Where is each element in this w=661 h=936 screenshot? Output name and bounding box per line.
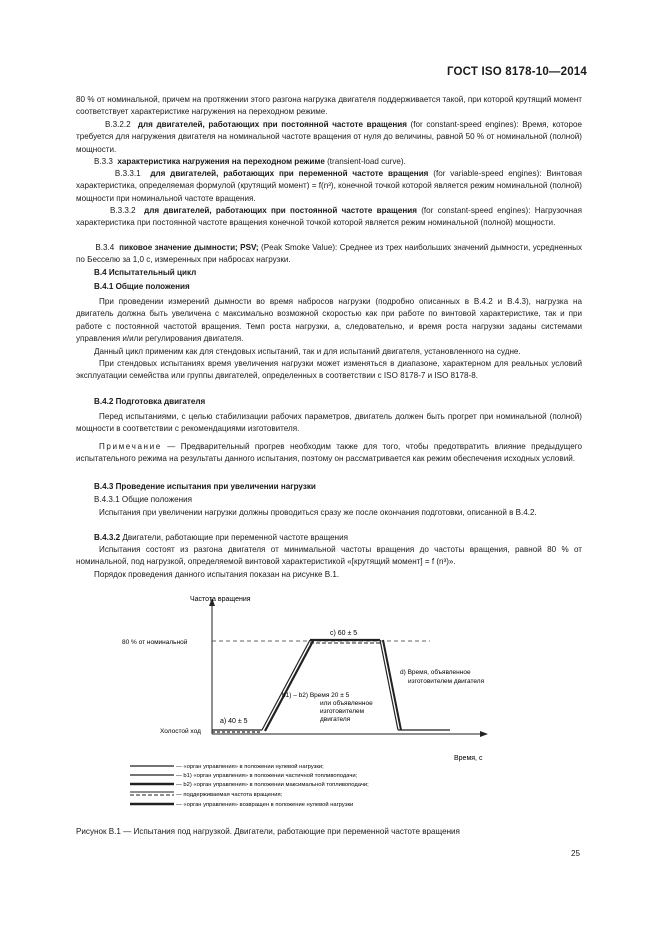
label-d2: изготовителем двигателя bbox=[408, 678, 485, 685]
legend-item-3: — b2) «орган управления» в положении максимальной топливоподачи; bbox=[176, 782, 369, 788]
clause-number: B.3.2.2 bbox=[104, 120, 131, 129]
paragraph-431: Испытания при увеличении нагрузки должны проводиться сразу же после окончания подготовки, описанной в B.4.2. bbox=[99, 508, 537, 517]
legend-item-4: — поддерживаемая частота вращения; bbox=[176, 792, 283, 798]
level-low-label: Холостой ход bbox=[160, 728, 201, 735]
section-b41-heading bbox=[76, 281, 582, 293]
paragraph-continued: 80 % от номинальной, причем на протяжении этого разгона нагрузка двигателя поддерживается такой, при которой крутящий момент соответствует характеристике нагружения на переходном режиме. bbox=[76, 95, 582, 117]
clause-text: (for variable-speed engines): Винтовая характеристика, определяемая формулой (крутящий момент) = f(n³), конечной точкой которой является режим номинальной (полной) мощности при номинальной частоте вращения. bbox=[76, 169, 582, 203]
paragraph-41a: При проведении измерений дымности во время набросов нагрузки (подробно описанных в B.4.2 и B.4.3), нагрузка на двигатель должна быть увеличена с максимально возможной скоростью как при работе по винтовой характеристике, так и при работе с постоянной частотой вращения. Темп роста нагрузки, а, следовательно, и время роста нагрузки заданы системами управления и/или регулирования двигателя. bbox=[76, 297, 582, 344]
clause-text: (for constant-speed engines): Время, которое требуется для нагружения двигателя на номинальной частоте вращения от нуля до величины, равной 50 % от номинальной (полной) мощности. bbox=[76, 120, 582, 154]
section-title: B.4.2 Подготовка двигателя bbox=[94, 397, 206, 406]
clause-title: для двигателей, работающих при переменной частоте вращения bbox=[150, 169, 429, 178]
phase-b1-line bbox=[262, 640, 310, 730]
section-b4-heading bbox=[76, 267, 582, 279]
clause-b332 bbox=[76, 205, 582, 230]
figure-b1-diagram bbox=[120, 590, 510, 820]
legend-item-5: — «орган управления» возвращен в положение нулевой нагрузки bbox=[176, 802, 354, 808]
y-axis-label: Частота вращения bbox=[190, 596, 251, 603]
clause-b34 bbox=[76, 242, 582, 267]
clause-text: (Peak Smoke Value): Среднее из трех наибольших значений дымности, усредненных по Бесселю за 1,0 с, измеренных при набросах нагрузки. bbox=[76, 243, 583, 265]
clause-title: характеристика нагружения на переходном режиме bbox=[117, 157, 325, 166]
note bbox=[76, 441, 582, 466]
legend-item-2: — b1) «орган управления» в положении частичной топливоподачи; bbox=[176, 773, 358, 779]
label-b3: изготовителем bbox=[320, 708, 365, 715]
x-axis-label: Время, с bbox=[454, 755, 483, 762]
label-b2: или объявленное bbox=[320, 700, 373, 707]
label-d: d) Время, объявленное bbox=[400, 669, 471, 676]
paragraph-text: Данный цикл применим как для стендовых испытаний, так и для испытаний двигателя, установленного на судне. bbox=[94, 347, 521, 356]
section-b42-heading bbox=[76, 396, 582, 408]
label-c: c) 60 ± 5 bbox=[330, 630, 358, 637]
clause-title: для двигателей, работающих при постоянной частоте вращения bbox=[144, 206, 417, 215]
clause-b331 bbox=[76, 168, 582, 205]
section-title: B.4.3 Проведение испытания при увеличении нагрузки bbox=[94, 482, 316, 491]
label-b4: двигателя bbox=[320, 716, 351, 723]
section-number: B.4.3.2 bbox=[94, 533, 121, 542]
clause-text: (for constant-speed engines): Нагрузочная характеристика при постоянной частоте вращения конечной точкой которой является режим номинальной (полной) мощности. bbox=[76, 206, 582, 228]
clause-number: B.3.3.2 bbox=[109, 206, 136, 215]
paragraph-432a: Испытания состоят из разгона двигателя от минимальной частоты вращения до частоты вращения, равной 80 % от номинальной, под нагрузкой, определяемой винтовой характеристикой «[крутящий момент] = f (n³)». bbox=[76, 545, 582, 567]
clause-title: для двигателей, работающих при постоянной частоте вращения bbox=[137, 120, 407, 129]
clause-number: B.3.3.1 bbox=[114, 169, 141, 178]
phase-d-line bbox=[380, 640, 398, 730]
phase-b2-line bbox=[265, 641, 313, 731]
section-title: B.4.3.1 Общие положения bbox=[94, 495, 192, 504]
label-a: a) 40 ± 5 bbox=[220, 718, 248, 725]
paragraph-41c: При стендовых испытаниях время увеличения нагрузки может изменяться в диапазоне, характерном для реальных условий эксплуатации семейства или группы двигателей, определенных в соответствии с ISO 8178-7 и ISO 8178-8. bbox=[76, 359, 582, 381]
section-title: Двигатели, работающие при переменной частоте вращения bbox=[120, 533, 349, 542]
section-title: B.4 Испытательный цикл bbox=[94, 268, 197, 277]
page-number: 25 bbox=[571, 849, 581, 858]
section-b43-heading bbox=[76, 481, 582, 493]
legend-item-1: — «орган управления» в положении нулевой нагрузки; bbox=[176, 764, 324, 770]
figure-caption: Рисунок B.1 — Испытания под нагрузкой. Двигатели, работающие при переменной частоте вращения bbox=[76, 827, 460, 836]
x-axis-arrow-icon bbox=[480, 731, 488, 737]
clause-b33 bbox=[76, 156, 582, 168]
section-title: B.4.1 Общие положения bbox=[94, 282, 190, 291]
paragraph-text: Порядок проведения данного испытания показан на рисунке B.1. bbox=[94, 570, 340, 579]
section-b431-heading bbox=[76, 494, 582, 506]
phase-d-bold-line bbox=[383, 640, 401, 730]
label-b: b1) – b2) Время 20 ± 5 bbox=[282, 692, 350, 699]
document-header: ГОСТ ISO 8178-10—2014 bbox=[446, 66, 587, 78]
note-label: Примечание bbox=[99, 442, 162, 451]
clause-b322 bbox=[76, 119, 582, 156]
level-high-label: 80 % от номинальной bbox=[122, 639, 188, 646]
paragraph-41b bbox=[76, 346, 582, 358]
figure-b1 bbox=[120, 590, 510, 825]
clause-number: B.3.3 bbox=[94, 157, 113, 166]
paragraph-432b bbox=[76, 569, 582, 581]
note-text: — Предварительный прогрев необходим также для того, чтобы предотвратить влияние предыдущего испытательного режима на результаты данного испытания, поэтому он рассматривается как режим обеспечения исходных условий. bbox=[76, 442, 582, 464]
clause-text: (transient-load curve). bbox=[324, 157, 406, 166]
clause-number: B.3.4 bbox=[95, 243, 115, 252]
paragraph-42: Перед испытаниями, с целью стабилизации рабочих параметров, двигатель должен быть прогрет при номинальной (полной) мощности в соответствии с рекомендациями изготовителя. bbox=[76, 412, 582, 434]
section-b432-heading bbox=[76, 532, 582, 544]
clause-title: пиковое значение дымности; PSV; bbox=[119, 243, 259, 252]
